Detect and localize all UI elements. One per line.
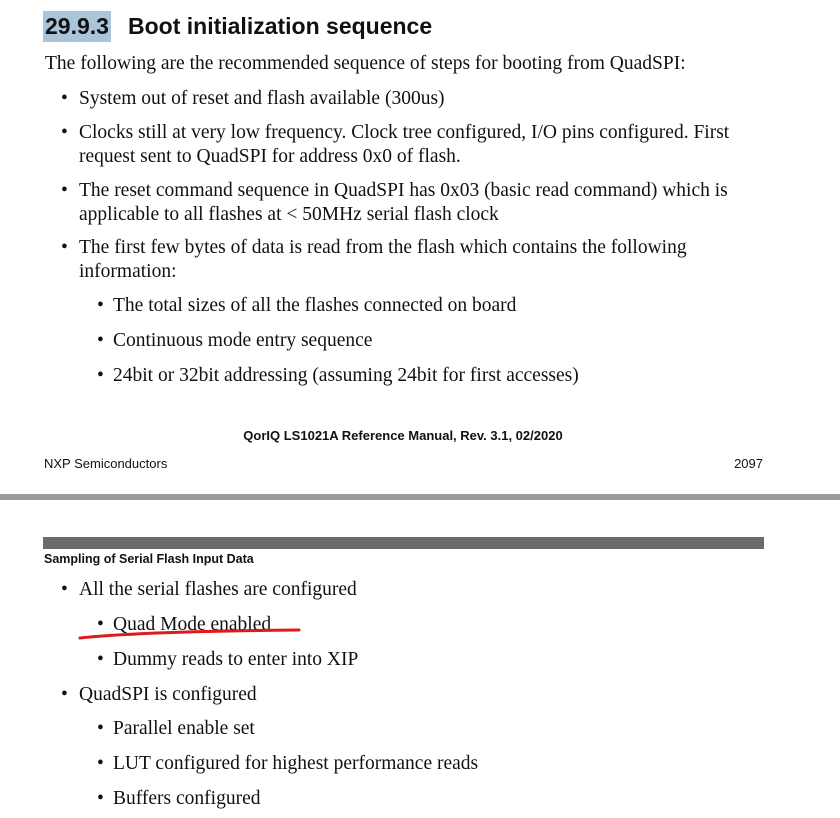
list-item-continuation: applicable to all flashes at < 50MHz serial flash clock [79, 204, 499, 225]
list-item: All the serial flashes are configured [79, 579, 357, 600]
manual-footer: QorIQ LS1021A Reference Manual, Rev. 3.1, 02/2020 [243, 428, 563, 443]
sub-list-item: Buffers configured [113, 788, 261, 809]
page-number: 2097 [734, 456, 763, 471]
sub-list-item: 24bit or 32bit addressing (assuming 24bit for first accesses) [113, 365, 579, 386]
bullet-icon: • [97, 365, 104, 386]
sub-list-item-highlighted: Quad Mode enabled [113, 614, 272, 635]
sub-list-item: Parallel enable set [113, 718, 255, 739]
bullet-icon: • [97, 753, 104, 774]
bullet-icon: • [97, 614, 104, 635]
sub-list-item: The total sizes of all the flashes connected on board [113, 295, 517, 316]
list-item: The first few bytes of data is read from the flash which contains the following [79, 237, 687, 258]
bullet-icon: • [61, 122, 68, 143]
intro-paragraph: The following are the recommended sequence of steps for booting from QuadSPI: [45, 53, 686, 74]
sub-list-item: Dummy reads to enter into XIP [113, 649, 359, 670]
section-title: Boot initialization sequence [128, 13, 433, 39]
bullet-icon: • [61, 88, 68, 109]
company-name: NXP Semiconductors [44, 456, 168, 471]
running-header-bar [43, 537, 764, 549]
bullet-icon: • [97, 330, 104, 351]
bullet-icon: • [61, 579, 68, 600]
section-number: 29.9.3 [43, 11, 111, 42]
bullet-icon: • [97, 649, 104, 670]
list-item: System out of reset and flash available (300us) [79, 88, 445, 109]
list-item: The reset command sequence in QuadSPI has 0x03 (basic read command) which is [79, 180, 728, 201]
red-underline-annotation [78, 626, 302, 640]
bullet-icon: • [97, 718, 104, 739]
bullet-icon: • [61, 180, 68, 201]
list-item: QuadSPI is configured [79, 684, 257, 705]
bullet-icon: • [97, 295, 104, 316]
list-item: Clocks still at very low frequency. Clock tree configured, I/O pins configured. First [79, 122, 730, 143]
list-item-continuation: information: [79, 261, 177, 282]
bullet-icon: • [61, 684, 68, 705]
sub-list-item: Continuous mode entry sequence [113, 330, 373, 351]
sub-list-item: LUT configured for highest performance reads [113, 753, 479, 774]
running-header: Sampling of Serial Flash Input Data [44, 552, 254, 566]
bullet-icon: • [97, 788, 104, 809]
list-item-continuation: request sent to QuadSPI for address 0x0 of flash. [79, 146, 461, 167]
page-separator [0, 494, 840, 500]
bullet-icon: • [61, 237, 68, 258]
